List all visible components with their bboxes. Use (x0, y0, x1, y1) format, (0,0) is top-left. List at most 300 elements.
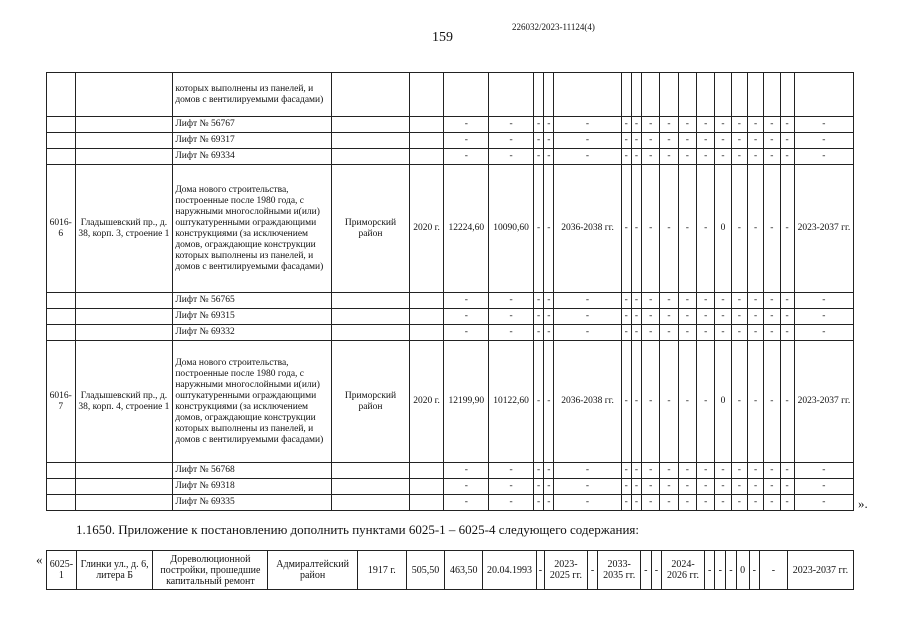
dash-cell: - (631, 479, 641, 495)
dash-cell: - (631, 463, 641, 479)
dash-cell: - (780, 325, 794, 341)
dash-cell: - (697, 117, 715, 133)
empty-cell (544, 73, 554, 117)
row-number: 6016-6 (47, 165, 76, 293)
empty-cell (75, 293, 173, 309)
dash-cell: - (678, 495, 696, 511)
dash-cell: - (444, 463, 489, 479)
empty-cell (780, 73, 794, 117)
dash-cell: - (697, 495, 715, 511)
zero-cell: 0 (715, 341, 731, 463)
dash-cell: - (747, 325, 763, 341)
dash-cell: - (764, 479, 780, 495)
empty-cell (47, 293, 76, 309)
zero-cell: 0 (715, 165, 731, 293)
district-cell: Приморский район (332, 341, 409, 463)
dash-cell: - (780, 309, 794, 325)
dash-cell: - (642, 149, 660, 165)
period-cell: 2036-2038 гг. (554, 341, 621, 463)
area1-cell: 12199,90 (444, 341, 489, 463)
dash-cell: - (660, 117, 678, 133)
dash-cell: - (544, 117, 554, 133)
description-cell: которых выполнены из панелей, и домов с вентилируемыми фасадами) (173, 73, 332, 117)
dash-cell: - (444, 117, 489, 133)
empty-cell (332, 133, 409, 149)
empty-cell (75, 149, 173, 165)
additions-table (46, 550, 854, 590)
empty-cell (332, 463, 409, 479)
dash-cell: - (764, 165, 780, 293)
dash-cell: - (697, 309, 715, 325)
dash-cell: - (764, 309, 780, 325)
lift-name: Лифт № 69332 (173, 325, 332, 341)
dash-cell: - (642, 293, 660, 309)
empty-cell (794, 73, 853, 117)
dash-cell: - (642, 479, 660, 495)
empty-cell (409, 309, 444, 325)
empty-cell (621, 73, 631, 117)
dash-cell: - (631, 325, 641, 341)
dash-cell: - (642, 325, 660, 341)
dash-cell: - (794, 495, 853, 511)
table-row (47, 165, 854, 293)
dash-cell: - (794, 309, 853, 325)
dash-cell: - (780, 479, 794, 495)
empty-cell (631, 73, 641, 117)
dash-cell: - (534, 495, 544, 511)
empty-cell (75, 73, 173, 117)
dash-cell: - (731, 165, 747, 293)
dash-cell: - (780, 495, 794, 511)
dash-cell: - (631, 495, 641, 511)
dash-cell: - (764, 341, 780, 463)
dash-cell: - (631, 309, 641, 325)
dash-cell: - (631, 133, 641, 149)
dash-cell: - (715, 479, 731, 495)
empty-cell (764, 73, 780, 117)
dash-cell: - (794, 149, 853, 165)
range-cell: 2023-2037 гг. (794, 341, 853, 463)
area2-cell: 463,50 (445, 551, 483, 590)
dash-cell: - (444, 479, 489, 495)
dash-cell: - (794, 293, 853, 309)
area1-cell: 12224,60 (444, 165, 489, 293)
dash-cell: - (534, 293, 544, 309)
dash-cell: - (554, 495, 621, 511)
area2-cell: 10090,60 (489, 165, 534, 293)
empty-cell (489, 73, 534, 117)
dash-cell: - (697, 149, 715, 165)
dash-cell: - (731, 117, 747, 133)
dash-cell: - (747, 479, 763, 495)
dash-cell: - (642, 341, 660, 463)
dash-cell: - (697, 341, 715, 463)
dash-cell: - (621, 463, 631, 479)
dash-cell: - (715, 495, 731, 511)
dash-cell: - (544, 341, 554, 463)
dash-cell: - (640, 551, 651, 590)
dash-cell: - (631, 149, 641, 165)
empty-cell (409, 325, 444, 341)
closing-quote: ». (858, 496, 868, 511)
empty-cell (554, 73, 621, 117)
document-id: 226032/2023-11124(4) (512, 22, 595, 32)
dash-cell: - (660, 479, 678, 495)
paragraph-text: 1.1650. Приложение к постановлению дополнить пунктами 6025-1 – 6025-4 следующего содержания: (76, 522, 639, 537)
empty-cell (75, 309, 173, 325)
dash-cell: - (747, 463, 763, 479)
table-row (47, 73, 854, 117)
area2-cell: 10122,60 (489, 341, 534, 463)
table-row (47, 325, 854, 341)
dash-cell: - (764, 133, 780, 149)
dash-cell: - (678, 309, 696, 325)
open-quote: « (36, 552, 43, 567)
dash-cell: - (780, 341, 794, 463)
dash-cell: - (544, 479, 554, 495)
dash-cell: - (554, 149, 621, 165)
empty-cell (409, 117, 444, 133)
empty-cell (332, 309, 409, 325)
empty-cell (409, 73, 444, 117)
empty-cell (409, 149, 444, 165)
dash-cell: - (697, 293, 715, 309)
dash-cell: - (749, 551, 760, 590)
dash-cell: - (621, 325, 631, 341)
lift-name: Лифт № 56765 (173, 293, 332, 309)
dash-cell: - (660, 165, 678, 293)
empty-cell (332, 293, 409, 309)
dash-cell: - (794, 133, 853, 149)
dash-cell: - (747, 293, 763, 309)
dash-cell: - (780, 463, 794, 479)
empty-cell (332, 117, 409, 133)
dash-cell: - (747, 495, 763, 511)
dash-cell: - (731, 341, 747, 463)
dash-cell: - (554, 463, 621, 479)
dash-cell: - (747, 133, 763, 149)
dash-cell: - (660, 495, 678, 511)
empty-cell (697, 73, 715, 117)
page-number: 159 (432, 30, 453, 45)
dash-cell: - (747, 117, 763, 133)
range-cell: 2023-2037 гг. (794, 165, 853, 293)
dash-cell: - (764, 117, 780, 133)
district-cell: Приморский район (332, 165, 409, 293)
empty-cell (75, 495, 173, 511)
dash-cell: - (554, 325, 621, 341)
table-row (47, 133, 854, 149)
table-row (47, 479, 854, 495)
empty-cell (47, 309, 76, 325)
dash-cell: - (794, 117, 853, 133)
table-row (47, 463, 854, 479)
dash-cell: - (534, 149, 544, 165)
dash-cell: - (489, 309, 534, 325)
dash-cell: - (631, 117, 641, 133)
range-cell: 2023-2037 гг. (787, 551, 853, 590)
dash-cell: - (731, 479, 747, 495)
table-row (47, 149, 854, 165)
dash-cell: - (678, 117, 696, 133)
dash-cell: - (544, 309, 554, 325)
dash-cell: - (715, 463, 731, 479)
empty-cell (678, 73, 696, 117)
dash-cell: - (660, 133, 678, 149)
dash-cell: - (544, 495, 554, 511)
dash-cell: - (621, 117, 631, 133)
empty-cell (75, 463, 173, 479)
address-cell: Гладышевский пр., д. 38, корп. 3, строение 1 (75, 165, 173, 293)
dash-cell: - (660, 463, 678, 479)
dash-cell: - (489, 325, 534, 341)
dash-cell: - (660, 293, 678, 309)
table-row (47, 495, 854, 511)
dash-cell: - (489, 133, 534, 149)
lift-name: Лифт № 56767 (173, 117, 332, 133)
empty-cell (409, 463, 444, 479)
dash-cell: - (678, 341, 696, 463)
empty-cell (75, 117, 173, 133)
year-cell: 1917 г. (357, 551, 406, 590)
dash-cell: - (642, 133, 660, 149)
dash-cell: - (697, 479, 715, 495)
dash-cell: - (726, 551, 737, 590)
dash-cell: - (764, 495, 780, 511)
period3-cell: 2024-2026 гг. (662, 551, 705, 590)
empty-cell (47, 117, 76, 133)
address-cell: Гладышевский пр., д. 38, корп. 4, строение 1 (75, 341, 173, 463)
dash-cell: - (731, 149, 747, 165)
dash-cell: - (621, 133, 631, 149)
description-cell: Дома нового строительства, построенные после 1980 года, с наружными многослойными и(или) оштукатуренными ограждающими конструкциями (за исключением домов, ограждающие конструкции которых выполнены из панелей, и домов с вентилируемыми фасадами) (173, 165, 332, 293)
dash-cell: - (444, 309, 489, 325)
dash-cell: - (731, 325, 747, 341)
lift-name: Лифт № 69317 (173, 133, 332, 149)
dash-cell: - (444, 149, 489, 165)
empty-cell (47, 463, 76, 479)
dash-cell: - (642, 117, 660, 133)
dash-cell: - (678, 133, 696, 149)
empty-cell (642, 73, 660, 117)
empty-cell (534, 73, 544, 117)
lift-name: Лифт № 56768 (173, 463, 332, 479)
dash-cell: - (621, 495, 631, 511)
empty-cell (332, 325, 409, 341)
dash-cell: - (534, 341, 544, 463)
dash-cell: - (780, 117, 794, 133)
dash-cell: - (780, 149, 794, 165)
dash-cell: - (489, 117, 534, 133)
empty-cell (47, 495, 76, 511)
dash-cell: - (534, 133, 544, 149)
dash-cell: - (544, 325, 554, 341)
dash-cell: - (731, 133, 747, 149)
dash-cell: - (747, 165, 763, 293)
dash-cell: - (731, 309, 747, 325)
empty-cell (332, 73, 409, 117)
dash-cell: - (489, 149, 534, 165)
table-row (47, 551, 854, 590)
dash-cell: - (715, 293, 731, 309)
table-row (47, 117, 854, 133)
dash-cell: - (678, 149, 696, 165)
dash-cell: - (534, 479, 544, 495)
empty-cell (332, 495, 409, 511)
dash-cell: - (760, 551, 788, 590)
table-row (47, 293, 854, 309)
dash-cell: - (554, 479, 621, 495)
period1-cell: 2023-2025 гг. (545, 551, 588, 590)
dash-cell: - (642, 495, 660, 511)
dash-cell: - (697, 133, 715, 149)
dash-cell: - (489, 293, 534, 309)
dash-cell: - (678, 479, 696, 495)
area1-cell: 505,50 (406, 551, 444, 590)
dash-cell: - (621, 149, 631, 165)
row-number: 6016-7 (47, 341, 76, 463)
dash-cell: - (731, 293, 747, 309)
dash-cell: - (660, 149, 678, 165)
dash-cell: - (554, 293, 621, 309)
empty-cell (75, 325, 173, 341)
dash-cell: - (780, 293, 794, 309)
dash-cell: - (678, 165, 696, 293)
dash-cell: - (642, 463, 660, 479)
dash-cell: - (764, 293, 780, 309)
row-number: 6025-1 (47, 551, 77, 590)
dash-cell: - (544, 149, 554, 165)
lift-name: Лифт № 69318 (173, 479, 332, 495)
dash-cell: - (747, 149, 763, 165)
dash-cell: - (715, 551, 726, 590)
empty-cell (660, 73, 678, 117)
dash-cell: - (704, 551, 715, 590)
dash-cell: - (621, 165, 631, 293)
dash-cell: - (764, 149, 780, 165)
dash-cell: - (660, 325, 678, 341)
dash-cell: - (621, 341, 631, 463)
lift-name: Лифт № 69335 (173, 495, 332, 511)
dash-cell: - (697, 463, 715, 479)
dash-cell: - (731, 463, 747, 479)
main-table (46, 72, 854, 511)
dash-cell: - (715, 325, 731, 341)
dash-cell: - (534, 325, 544, 341)
zero-cell: 0 (736, 551, 749, 590)
dash-cell: - (489, 463, 534, 479)
lift-name: Лифт № 69334 (173, 149, 332, 165)
dash-cell: - (536, 551, 545, 590)
dash-cell: - (444, 293, 489, 309)
dash-cell: - (794, 325, 853, 341)
description-cell: Дома нового строительства, построенные после 1980 года, с наружными многослойными и(или) оштукатуренными ограждающими конструкциями (за исключением домов, ограждающие конструкции которых выполнены из панелей, и домов с вентилируемыми фасадами) (173, 341, 332, 463)
period-cell: 2036-2038 гг. (554, 165, 621, 293)
empty-cell (409, 479, 444, 495)
dash-cell: - (554, 309, 621, 325)
table-row (47, 309, 854, 325)
year-cell: 2020 г. (409, 341, 444, 463)
dash-cell: - (544, 463, 554, 479)
dash-cell: - (660, 309, 678, 325)
district-cell: Адмиралтейский район (268, 551, 357, 590)
dash-cell: - (587, 551, 598, 590)
dash-cell: - (794, 479, 853, 495)
period2-cell: 2033-2035 гг. (598, 551, 641, 590)
dash-cell: - (715, 309, 731, 325)
lift-name: Лифт № 69315 (173, 309, 332, 325)
address-cell: Глинки ул., д. 6, литера Б (76, 551, 153, 590)
dash-cell: - (780, 133, 794, 149)
empty-cell (47, 479, 76, 495)
dash-cell: - (642, 165, 660, 293)
dash-cell: - (660, 341, 678, 463)
dash-cell: - (642, 309, 660, 325)
dash-cell: - (621, 293, 631, 309)
dash-cell: - (678, 463, 696, 479)
empty-cell (715, 73, 731, 117)
dash-cell: - (444, 495, 489, 511)
year-cell: 2020 г. (409, 165, 444, 293)
dash-cell: - (697, 325, 715, 341)
dash-cell: - (764, 325, 780, 341)
dash-cell: - (544, 165, 554, 293)
empty-cell (47, 149, 76, 165)
dash-cell: - (534, 117, 544, 133)
empty-cell (75, 479, 173, 495)
empty-cell (47, 325, 76, 341)
empty-cell (47, 133, 76, 149)
dash-cell: - (544, 133, 554, 149)
dash-cell: - (631, 293, 641, 309)
dash-cell: - (715, 133, 731, 149)
table-row (47, 341, 854, 463)
dash-cell: - (747, 309, 763, 325)
dash-cell: - (794, 463, 853, 479)
dash-cell: - (489, 495, 534, 511)
empty-cell (47, 73, 76, 117)
dash-cell: - (534, 463, 544, 479)
dash-cell: - (554, 117, 621, 133)
dash-cell: - (544, 293, 554, 309)
dash-cell: - (444, 325, 489, 341)
dash-cell: - (715, 149, 731, 165)
empty-cell (444, 73, 489, 117)
date-cell: 20.04.1993 (483, 551, 536, 590)
empty-cell (332, 149, 409, 165)
dash-cell: - (489, 479, 534, 495)
dash-cell: - (631, 341, 641, 463)
empty-cell (731, 73, 747, 117)
empty-cell (409, 133, 444, 149)
empty-cell (409, 293, 444, 309)
dash-cell: - (731, 495, 747, 511)
dash-cell: - (444, 133, 489, 149)
empty-cell (332, 479, 409, 495)
dash-cell: - (651, 551, 662, 590)
empty-cell (409, 495, 444, 511)
dash-cell: - (621, 309, 631, 325)
dash-cell: - (697, 165, 715, 293)
dash-cell: - (780, 165, 794, 293)
empty-cell (75, 133, 173, 149)
dash-cell: - (747, 341, 763, 463)
dash-cell: - (534, 165, 544, 293)
dash-cell: - (631, 165, 641, 293)
description-cell: Дореволюционной постройки, прошедшие капитальный ремонт (153, 551, 268, 590)
dash-cell: - (621, 479, 631, 495)
dash-cell: - (678, 293, 696, 309)
